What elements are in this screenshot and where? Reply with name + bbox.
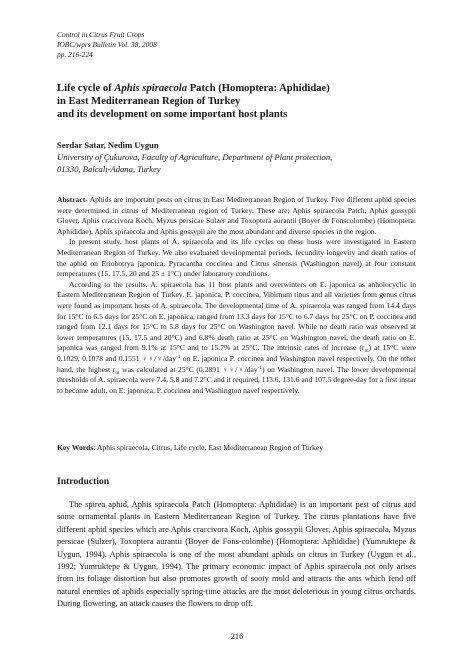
paper-title — [57, 82, 427, 121]
keywords — [57, 443, 416, 454]
title-line-2: in East Mediterranean Region of Turkey — [57, 96, 241, 107]
section-heading-introduction: Introduction — [57, 476, 110, 487]
abstract-paragraph-1: Abstract- Aphids are important pests on citrus in East Mediterranean Region of Turkey. Five different aphid species were determined in citrus of Mediterranean region of Turkey. These are; Aphis spiraecola Patch, Aphis gossypii Glover, Aphis craccivora Koch, Myzus persicae Sulzer and Toxoptera aurantii (Boyer de Fonscolombe) (Homoptera: Aphididae). Aphis spiraecola and Aphis gossypii are the most abundant and diverse species in the region. — [57, 195, 416, 236]
abstract-paragraph-3: According to the results, A. spiraecola has 11 host plants and overwinters on E. japonica as anholocyclic in Eastern Mediterranean Region of Turkey. E. japonica, P. coccinea, Vibirnum tinus and all varieties from genus citrus were found as important hosts of A. spiraecola. The developmental time of A. spiraecola was ranged from 14.4 days for 15°C to 6.5 days for 25°C on E. japonica, ranged from 13.3 days for 15°C to 6.7 days for 25°C on P. coccinea and ranged from 12.1 days for 15°C to 5.8 days for 25°C on Washington navel. While no death ratio was observed at lower temperatures (15, 17.5 and 20°C) and 6.8% death ratio at 25°C on Washington navel, the death ratio on E. japonica was ranged from 9.1% at 15°C and to 15.7% at 25°C. The intrinsic rates of increase $(r_m)$ at 15°C were 0.1029, 0.1078 and 0.1551 ♀♀/♀/day$^{-1}$ on E. japonica P. coccinea and Washington navel respectively. On the other hand, the highest $r_m$ was calculated at 25°C (0.2891 ♀♀/♀/day$^{-1}$) on Washington navel. The lower developmental thresholds of A. spiraecola were 7.4, 5.8 and 7.2°C and it required, 113.6, 131.6 and 107.5 degree-day for a first instar to become adult, on E. japonica, P. coccinea and Washington navel respectively. — [57, 279, 416, 395]
abstract-label: Abstract — [57, 195, 86, 204]
header-series: Control in Citrus Fruit Crops — [57, 30, 145, 39]
introduction-body — [57, 499, 416, 611]
page-number: 216 — [230, 632, 244, 641]
abstract — [57, 195, 416, 396]
title-line-3: and its development on some important host plants — [57, 109, 288, 120]
affiliation-line-2: 01330, Balcalı-Adana, Turkey — [57, 164, 161, 174]
affiliation-line-1: University of Çukurova, Faculty of Agriculture, Department of Plant protection, — [57, 152, 333, 162]
keywords-label: Key Words — [57, 443, 94, 452]
introduction-paragraph-1: The spirea aphid, Aphis spiraecola Patch (Homoptera: Aphididae) is an important pest of citrus and some ornamental plants in Eastern Mediterranean Region of Turkey. The citrus plantations have five different aphid species which are Aphis craccivora Koch, Aphis gossypii Glover, Aphis spiraecola, Myzus persicae (Sulzer), Toxoptera aurantii (Boyer de Fons-colombe) (Homoptera: Aphididae) (Yumruktepe & Uygun, 1994). Aphis spiraecola is one of the most abundant aphids on citrus in Turkey (Uygun et al., 1992; Yumruktepe & Uygun, 1994). The primary economic impact of Aphis spiraecola not only arises from its foliage distortion but also promotes growth of sooty mold and attracts the ants which fend off natural enemies of aphids especially spring-time attacks are the most deleterious in young citrus orchards. During flowering, an attack causes the flowers to drop off. — [57, 500, 416, 609]
abstract-paragraph-2: In present study, host plants of A. spiraecola and its life cycles on these hosts were investigated in Eastern Mediterranean Region of Turkey. We also evaluated developmental periods, fecundity longevity and death ratios of the aphid on Eriobotrya japonica, Pyracantha coccinea and Citrus sinensis (Washington navel) at four constant temperatures (15, 17.5, 20 and 25 ± 1°C) under laboratory conditions. — [57, 237, 416, 279]
title-line-1: Life cycle of Aphis spiraecola Patch (Homoptera: Aphididae) — [57, 83, 330, 94]
author-block — [57, 139, 427, 175]
header-pages: pp. 216-224 — [57, 50, 93, 59]
keywords-text: : Aphis spiraecola, Citrus, Life cycle, East Mediterranean Region of Turkey — [93, 443, 324, 452]
header-bulletin: IOBC/wprs Bulletin Vol. 38, 2008 — [57, 40, 157, 49]
journal-header — [57, 30, 357, 60]
author-names: Serdar Satar, Nedim Uygun — [57, 140, 159, 150]
